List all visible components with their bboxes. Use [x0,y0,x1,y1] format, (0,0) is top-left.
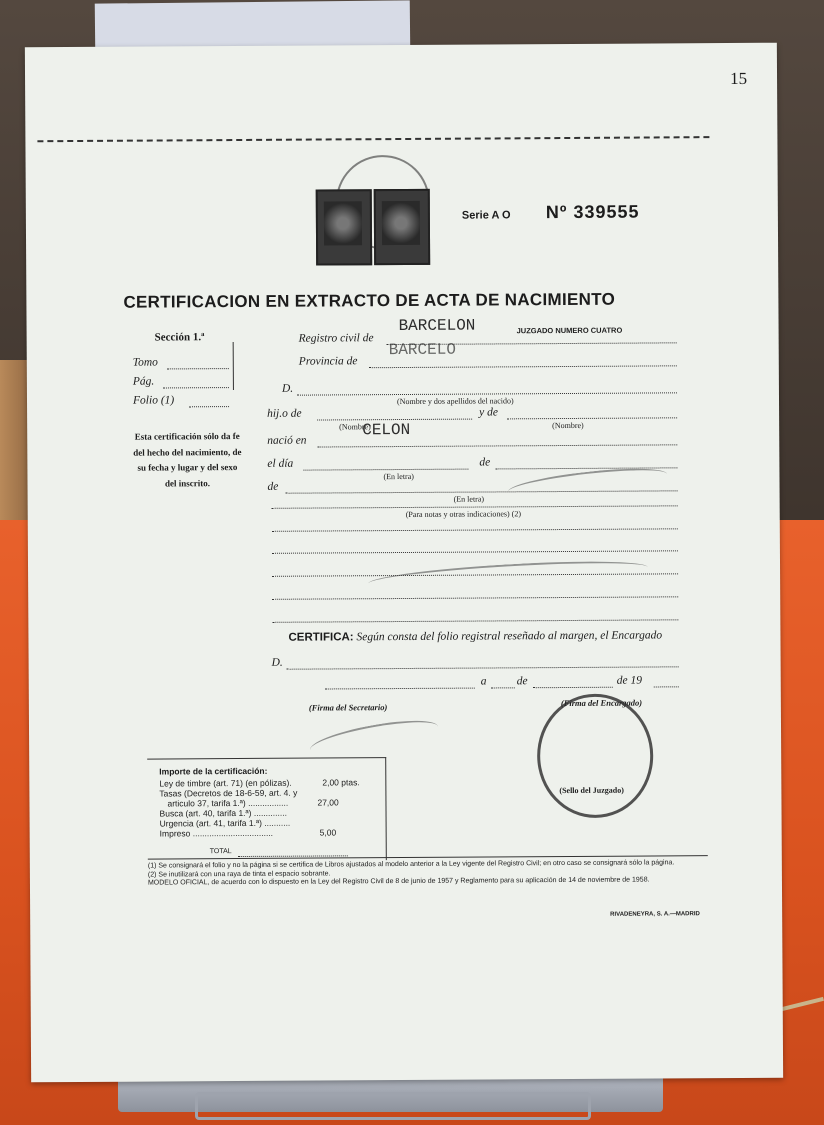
pag-line [163,387,229,388]
de-label: de [267,480,279,493]
serie-label: Serie A O [461,209,511,222]
certifica-text: Según consta del folio registral reseñado al margen, el Encargado [356,629,663,644]
certifica-bold: CERTIFICA: [288,631,354,644]
dia-fecha-line [491,687,515,688]
printer-credit: RIVADENEYRA, S. A.—MADRID [610,911,700,918]
d-label: D. [281,382,294,395]
footnote-3: MODELO OFICIAL, de acuerdo con lo dispuesto en la Ley del Registro Civil de 8 de junio de 1957 y Reglamento para su aplicación de 14 de noviembre de 1958. [147,876,650,887]
firma-secretario-caption: (Firma del Secretario) [308,702,388,713]
importe-row: Ley de timbre (art. 71) (en pólizas). [159,777,292,789]
notes-line [272,528,678,531]
document-title: CERTIFICACION EN EXTRACTO DE ACTA DE NACIMIENTO [123,289,616,312]
revenue-stamps [316,185,431,268]
juzgado-stamp: JUZGADO NUMERO CUATRO [516,325,623,336]
numero-value: 339555 [573,201,640,222]
total-label: TOTAL [209,848,232,856]
d-line [297,392,677,395]
anio-fecha-line [654,686,679,687]
display-stand-bar [195,1092,591,1120]
en-letra-caption: (En letra) [453,494,485,504]
folio-line [189,406,229,407]
importe-row: Impreso .................................. [159,827,274,839]
provincia-line [369,365,677,368]
importe-row: Busca (art. 40, tarifa 1.ª) .............. [159,807,287,819]
pag-label: Pág. [132,375,155,388]
importe-value: 2,00 ptas. [322,777,360,788]
notes-line [272,505,678,508]
fecha-a-label: a [480,675,487,688]
court-seal [537,693,654,818]
seccion-label: Sección 1.ª [154,331,205,344]
footnotes [148,855,708,888]
nacio-label: nació en [267,434,307,447]
notes-line [272,596,678,599]
signature-scribble [308,714,441,763]
stamp-image [374,189,430,265]
y-de-label: y de [479,406,498,419]
importe-title: Importe de la certificación: [159,765,268,777]
importe-row: articulo 37, tarifa 1.ª) ................. [167,797,289,809]
folio-label: Folio (1) [132,394,175,407]
firma-encargado-caption: (Firma del Encargado) [560,697,643,709]
d2-line [287,666,679,669]
numero-prefix: Nº [545,201,568,223]
footnote-1: (1) Se consignará el folio y no la página si se certifica de Libros ajustados al modelo anterior a la Ley vigente del Registro Civil; en otro caso se consignará sólo la página. [147,859,675,870]
lugar-line [325,688,475,690]
mes-fecha-line [533,687,613,688]
y-de-line [507,417,677,419]
en-letra-caption: (En letra) [383,471,414,482]
page-number: 15 [729,68,748,88]
stamp-image [316,189,372,265]
dia-line [303,469,468,471]
provincia-label: Provincia de [298,355,358,368]
tomo-line [167,368,229,369]
importe-value: 5,00 [319,827,337,838]
importe-row: Urgencia (art. 41, tarifa 1.ª) ........... [159,817,291,829]
d2-label: D. [271,656,283,669]
certificate-document [25,43,783,1083]
sello-caption: (Sello del Juzgado) [559,785,624,796]
de-label: de [479,456,491,469]
nombre-apellidos-caption: (Nombre y dos apellidos del nacido) [396,396,514,407]
fecha-de-label: de [516,675,528,688]
registro-value: BARCELON [398,316,476,336]
nombre-caption: (Nombre) [552,420,584,431]
nombre-caption: (Nombre) [339,422,371,432]
footnote-2: (2) Se inutilizará con una raya de tinta el espacio sobrante. [147,869,331,879]
importe-value: 27,00 [317,797,339,808]
hijo-label: hij.o de [267,407,302,420]
notes-line [272,550,678,553]
importe-box [147,757,387,861]
registro-label: Registro civil de [298,332,374,345]
nacio-value: CELON [362,420,411,440]
ink-strike [368,556,649,594]
provincia-value: BARCELO [388,340,456,360]
anio-line [286,490,678,493]
fecha-de19-label: de 19 [616,674,642,687]
el-dia-label: el día [267,457,294,470]
side-divider [233,342,234,390]
perforation-line [37,136,709,142]
para-notas-caption: (Para notas y otras indicaciones) (2) [405,509,522,519]
tomo-label: Tomo [132,356,158,369]
side-note: Esta certificación sólo da fe del hecho del nacimiento, de su fecha y lugar y del sexo del inscrito. [133,431,242,488]
nacio-line [317,444,677,447]
certificate-number [546,202,640,224]
certifica-line [288,629,662,643]
notes-line [272,619,678,622]
importe-row: Tasas (Decretos de 18-6-59, art. 4. y [159,787,298,799]
